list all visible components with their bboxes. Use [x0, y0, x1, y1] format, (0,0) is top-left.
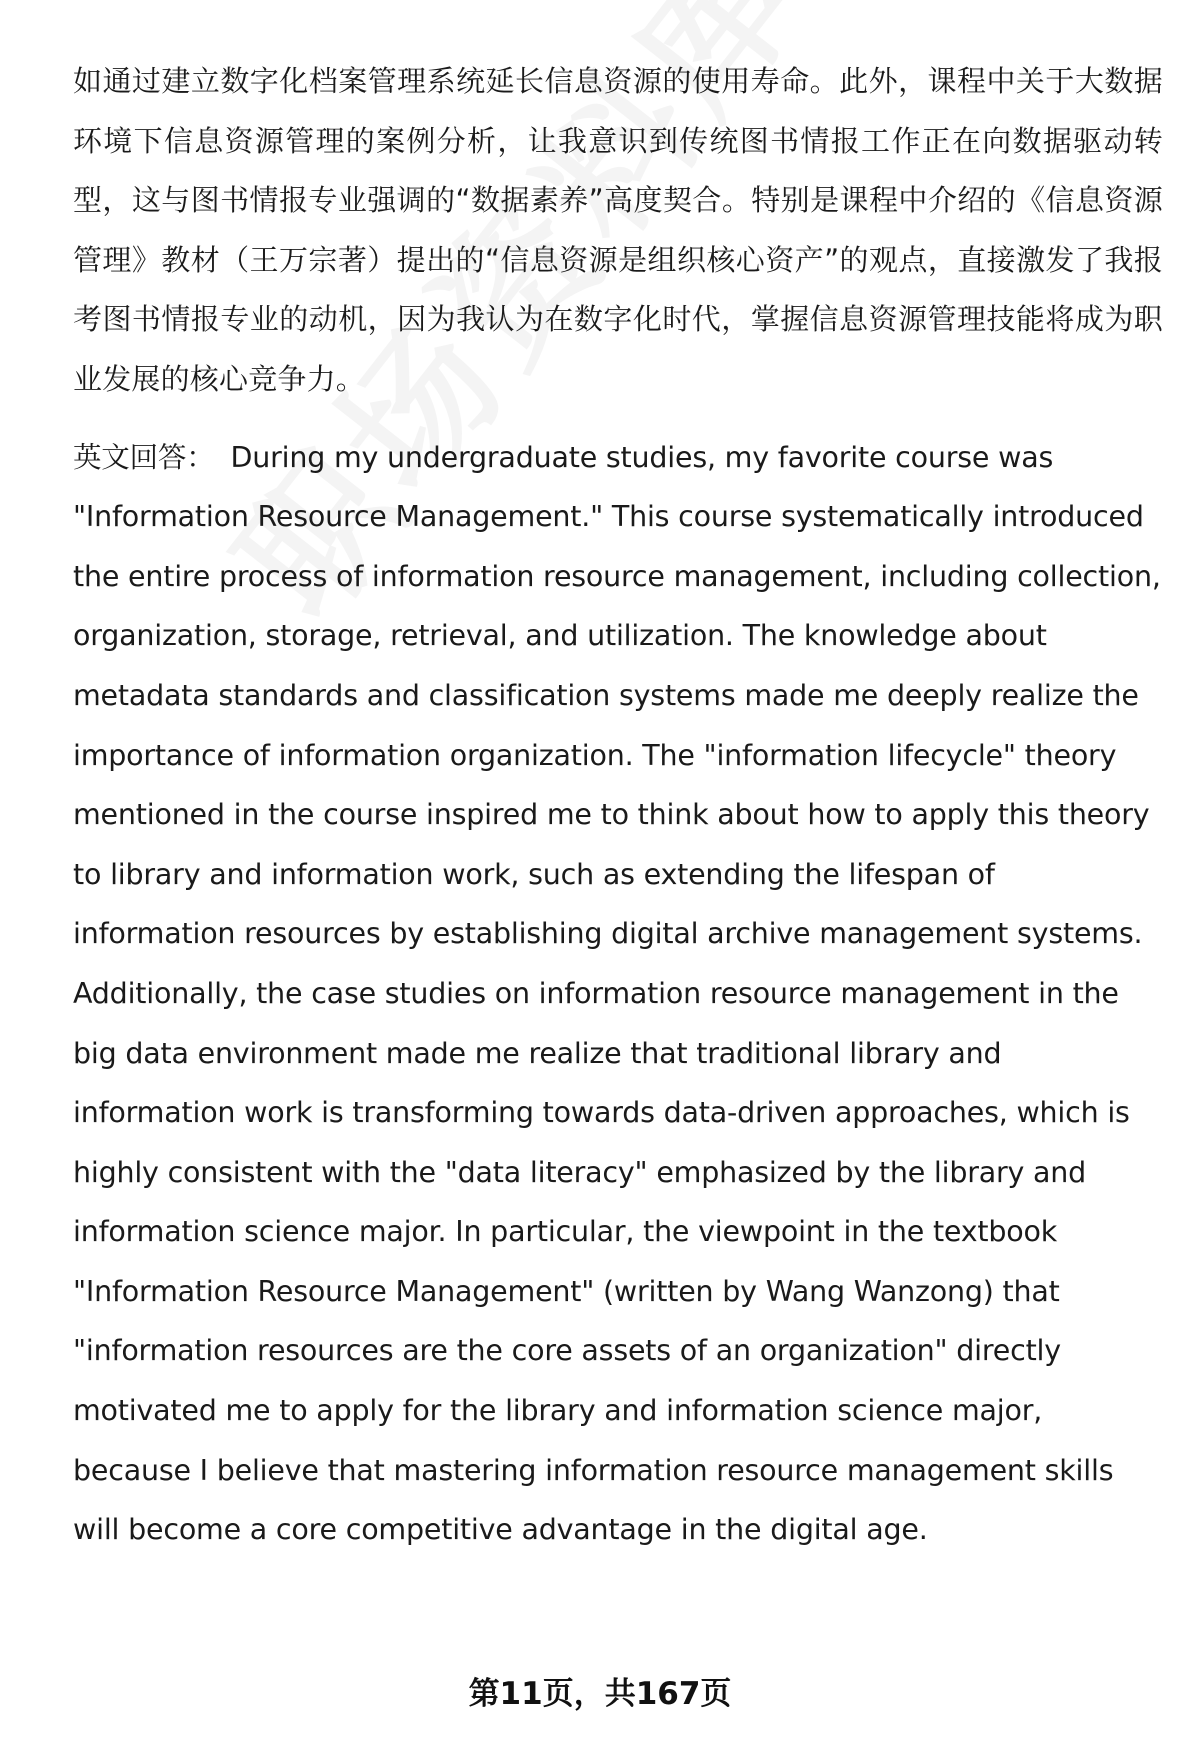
english-answer-text: During my undergraduate studies, my favorite course was "Information Resource Management." This course systematically introduced the entire process of information resource management, including collection, organization, storage, retrieval, and utilization. The knowledge about metadata standards and classification systems made me deeply realize the importance of information organization. The "information lifecycle" theory mentioned in the course inspired me to think about how to apply this theory to library and information work, such as extending the lifespan of information resources by establishing digital archive management systems. Additionally, the case studies on information resource management in the big data environment made me realize that traditional library and information work is transforming towards data-driven approaches, which is highly consistent with the "data literacy" emphasized by the library and information science major. In particular, the viewpoint in the textbook "Information Resource Management" (written by Wang Wanzong) that "information resources are the core assets of an organization" directly motivated me to apply for the library and information science major, because I believe that mastering information resource management skills will become a core competitive advantage in the digital age. [73, 440, 1161, 1547]
english-answer-paragraph [73, 428, 1163, 1560]
page-number: 第11页，共167页 [468, 1676, 732, 1712]
english-answer-label: 英文回答： [73, 440, 215, 474]
page-content [73, 52, 1163, 1560]
chinese-paragraph: 如通过建立数字化档案管理系统延长信息资源的使用寿命。此外，课程中关于大数据环境下信息资源管理的案例分析，让我意识到传统图书情报工作正在向数据驱动转型，这与图书情报专业强调的“数据素养”高度契合。特别是课程中介绍的《信息资源管理》教材（王万宗著）提出的“信息资源是组织核心资产”的观点，直接激发了我报考图书情报专业的动机，因为我认为在数字化时代，掌握信息资源管理技能将成为职业发展的核心竞争力。 [73, 64, 1163, 396]
